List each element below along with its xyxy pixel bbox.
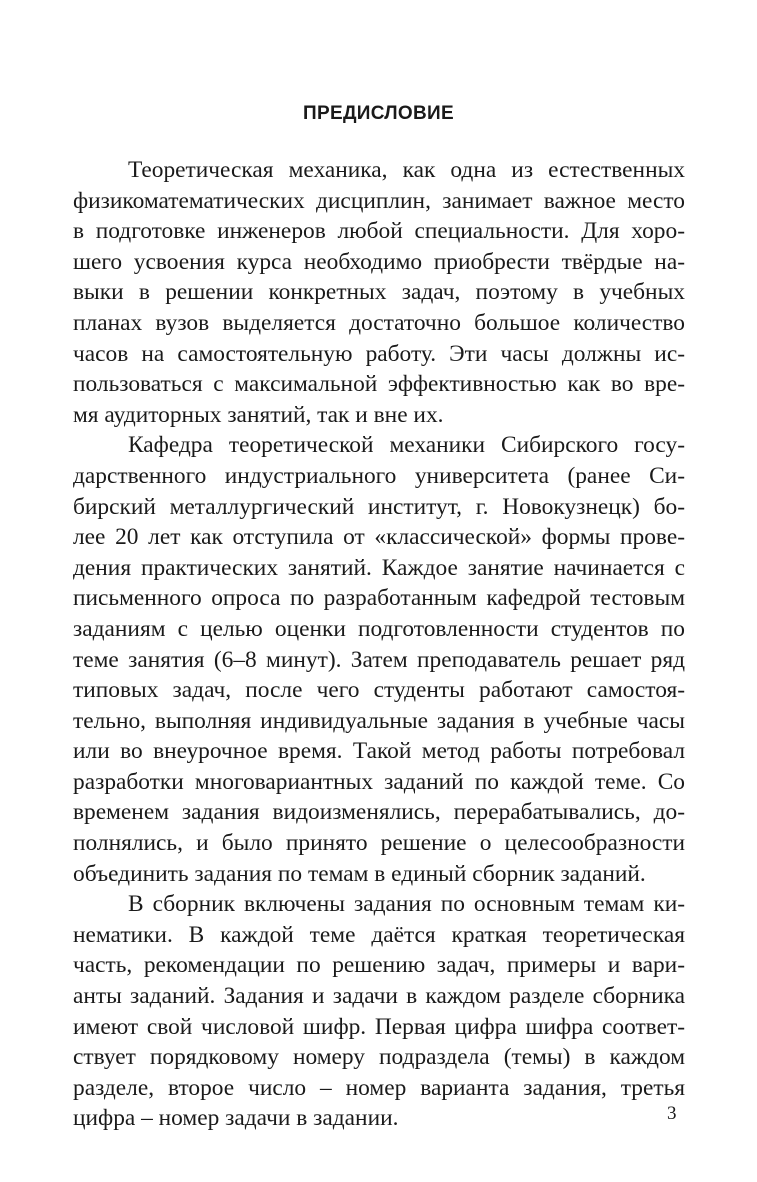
text-line: полнялись, и было принято решение о целесообразности [73,830,685,857]
paragraph-3 [73,889,685,1134]
text-line: дения практических занятий. Каждое занятие начинается с [73,554,685,581]
text-line: письменного опроса по разработанным кафедрой тестовым [73,585,685,612]
text-line: планах вузов выделяется достаточно большое количество [73,309,685,336]
paragraph-1 [73,155,685,430]
text-line: или во внеурочное время. Такой метод работы потребовал [73,738,685,765]
text-line: Кафедра теоретической механики Сибирского госу- [128,432,685,459]
text-line: разделе, второе число – номер варианта задания, третья [73,1074,685,1101]
text-line: типовых задач, после чего студенты работают самостоя- [73,677,685,704]
paragraph-2 [73,430,685,889]
text-line: шего усвоения курса необходимо приобрести твёрдые на- [73,248,685,275]
text-line: анты заданий. Задания и задачи в каждом разделе сборника [73,983,685,1010]
text-line: физикоматематических дисциплин, занимает важное место [73,187,685,214]
text-line: дарственного индустриального университета (ранее Си- [73,462,685,489]
text-line: выки в решении конкретных задач, поэтому в учебных [73,279,685,306]
text-line: теме занятия (6–8 минут). Затем преподаватель решает ряд [73,646,685,673]
text-line: часть, рекомендации по решению задач, примеры и вари- [73,952,685,979]
text-line: цифра – номер задачи в задании. [73,1105,399,1132]
text-line: имеют свой числовой шифр. Первая цифра шифра соответ- [73,1013,685,1040]
text-line: в подготовке инженеров любой специальности. Для хоро- [73,218,685,245]
text-line: В сборник включены задания по основным темам ки- [128,891,685,918]
text-line: объединить задания по темам в единый сборник заданий. [73,860,646,887]
text-line: Теоретическая механика, как одна из естественных [128,157,685,183]
page-heading: ПРЕДИСЛОВИЕ [303,103,454,124]
text-line: тельно, выполняя индивидуальные задания в учебные часы [73,707,685,734]
text-line: заданиям с целью оценки подготовленности студентов по [73,615,685,642]
text-line: бирский металлургический институт, г. Новокузнецк) бо- [73,493,685,520]
text-line: мя аудиторных занятий, так и вне их. [73,401,444,428]
text-line: лее 20 лет как отступила от «классической» формы прове- [73,524,685,551]
text-line: ствует порядковому номеру подраздела (темы) в каждом [73,1044,685,1071]
text-line: часов на самостоятельную работу. Эти часы должны ис- [73,340,685,367]
page-number: 3 [667,1103,677,1124]
text-line: пользоваться с максимальной эффективностью как во вре- [73,371,685,398]
text-line: временем задания видоизменялись, перерабатывались, до- [73,799,685,826]
body-text [73,155,685,1134]
text-line: нематики. В каждой теме даётся краткая теоретическая [73,921,685,948]
text-line: разработки многовариантных заданий по каждой теме. Со [73,768,685,795]
